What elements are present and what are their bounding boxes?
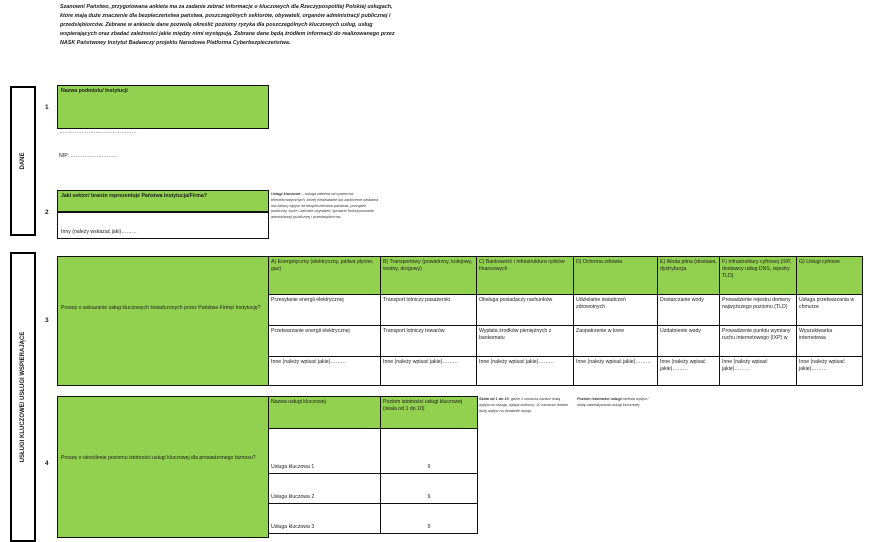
section-dane-label: DANE: [20, 152, 26, 170]
importance-row: [269, 504, 478, 534]
importance-value-cell[interactable]: 9: [381, 474, 478, 504]
key-service-name-cell[interactable]: Usługa kluczowa 2: [269, 474, 381, 504]
key-service-name-header: Nazwa usługi kluczowej: [269, 397, 381, 429]
key-services-table: [268, 256, 863, 386]
importance-row: [269, 474, 478, 504]
service-other-cell[interactable]: Inne (należy wpisać jakie)………: [720, 357, 797, 386]
question-1-number: 1: [45, 104, 49, 111]
importance-question: Proszę o określenie poziomu istotności usługi kluczowej dla prowadzonego biznesu?: [57, 396, 269, 538]
service-cell[interactable]: Prowadzenie rejestru domeny najwyższego poziomu (TLD): [720, 295, 797, 326]
importance-table: [268, 396, 478, 534]
service-cell[interactable]: Wyszukiwarka internetowa: [797, 326, 863, 357]
key-services-note: [271, 192, 379, 221]
service-row: [269, 326, 863, 357]
key-services-question: Proszę o wskazanie usług kluczowych świadczonych przez Państwa Firmę/ Instytucję?: [57, 256, 269, 386]
service-cell[interactable]: Transport lotniczy towarów: [381, 326, 477, 357]
intro-paragraph: Szanowni Państwo, przygotowana ankieta ma za zadanie zebrać informacje o kluczowych dla Rzeczypospolitej Polskiej usługach, które mają duże znaczenie dla bezpieczeństwa państwa, poszczególnych sektorów, obywateli, organów administracji publicznej i przedsiębiorców. Zebrane w ankiecie dane pozwolą określić poziomy ryzyka dla poszczególnych kluczowych usług, usług wspierających oraz zbadać zależności jakie między nimi występują. Zebrane dane będą źródłem informacji do realizowanego przez NASK Państwowy Instytut Badawczy projektu Narodowa Platforma Cyberbezpieczeństwa.: [60, 4, 395, 47]
nip-field[interactable]: NIP: ………………………: [59, 153, 118, 159]
scale-note-text: , gdzie 1 oznacza bardzo małą wpływ na usługę, wpływ znikomy, 10 oznacza bardzo duży wpływ na działanie usługi.: [479, 397, 569, 413]
service-other-cell[interactable]: Inne (należy wpisać jakie)………: [269, 357, 381, 386]
importance-note: [577, 397, 657, 409]
question-3-number: 3: [45, 317, 49, 324]
sector-question: Jaki sektor/ branże reprezentuje Państwa Instytucja/Firma?: [57, 190, 269, 212]
importance-row: [269, 429, 478, 474]
service-cell[interactable]: Usługa przetwarzania w chmurze: [797, 295, 863, 326]
service-cell[interactable]: Uzdatnienie wody: [658, 326, 720, 357]
institution-name-field[interactable]: Nazwa podmiotu/ Instytucji: [57, 85, 269, 129]
importance-value-cell[interactable]: 9: [381, 504, 478, 534]
service-cell[interactable]: Prowadzenie punktu wymiany ruchu internetowego (IXP) w: [720, 326, 797, 357]
sector-other-field[interactable]: Inny (należy wskazać jaki)………: [57, 212, 269, 239]
scale-note: [479, 397, 571, 414]
key-services-note-text: – usługa zależna od systemów teleinformatycznych, której niedziałanie lub zakłócenie działania ma istotny wpływ na bezpieczeństwo państwa, porządek publiczny, życie i zdrowie obywateli, sprawne funkcjonowanie administracji publicznej i przedsiębiorców.: [271, 192, 379, 220]
service-other-cell[interactable]: Inne (należy wpisać jakie)………: [477, 357, 574, 386]
service-cell[interactable]: Udzielanie świadczeń zdrowotnych: [574, 295, 658, 326]
service-row-other: [269, 357, 863, 386]
service-cell[interactable]: Wypłata środków pieniężnych z bankomatu: [477, 326, 574, 357]
importance-note-text: określa wpływ i skalę oddziaływania usługi kluczowej.: [577, 397, 649, 407]
sector-header-energy: A) Energetyczny (elektryczny, paliwa płynne, gaz): [269, 257, 381, 295]
service-cell[interactable]: Obsługa posiadaczy rachunków: [477, 295, 574, 326]
importance-level-header: Poziom istotności usługi kluczowej (skala od 1 do 10): [381, 397, 478, 429]
section-dane-box: [10, 86, 36, 236]
service-row: [269, 295, 863, 326]
service-other-cell[interactable]: Inne (należy wpisać jakie)………: [381, 357, 477, 386]
scale-note-title: Skala od 1 do 10: [479, 397, 509, 401]
section-uslugi-box: [10, 252, 36, 542]
key-services-note-title: Usługi kluczowe: [271, 192, 301, 196]
question-4-number: 4: [45, 460, 49, 467]
sector-header-water: E) Woda pitna (dostawa, dystrybucja: [658, 257, 720, 295]
service-cell[interactable]: Przetwarzanie energii elektrycznej: [269, 326, 381, 357]
sector-header-row: [269, 257, 863, 295]
key-service-name-cell[interactable]: Usługa kluczowa 1: [269, 429, 381, 474]
service-cell[interactable]: Przesyłanie energii elektrycznej: [269, 295, 381, 326]
service-cell[interactable]: Zaopatrzenie w krew: [574, 326, 658, 357]
service-other-cell[interactable]: Inne (należy wpisać jakie)………: [797, 357, 863, 386]
service-cell[interactable]: Dostarczanie wody: [658, 295, 720, 326]
question-2-number: 2: [45, 209, 49, 216]
service-other-cell[interactable]: Inne (należy wpisać jakie)………: [658, 357, 720, 386]
section-uslugi-label: USŁUGI KLUCZOWE/ USŁUGI WSPIERAJĄCE: [20, 331, 26, 463]
institution-name-dots: ………………………………………: [59, 129, 137, 135]
importance-note-title: Poziom istotności usługi: [577, 397, 622, 401]
sector-header-health: D) Ochrona zdrowia: [574, 257, 658, 295]
key-service-name-cell[interactable]: Usługa kluczowa 3: [269, 504, 381, 534]
importance-header-row: [269, 397, 478, 429]
service-other-cell[interactable]: Inne (należy wpisać jakie)………: [574, 357, 658, 386]
service-cell[interactable]: Transport lotniczy pasażerski: [381, 295, 477, 326]
sector-header-digital-infra: F) Infrastruktury cyfrowej (IXP, dostawcy usług DNS, rejestry TLD): [720, 257, 797, 295]
sector-header-digital-services: G) Usługi cyfrowe: [797, 257, 863, 295]
sector-header-banking: C) Bankowość i infrastruktura rynków finansowych: [477, 257, 574, 295]
sector-header-transport: B) Transportowy (powietrzny, kolejowy, wodny, drogowy): [381, 257, 477, 295]
importance-value-cell[interactable]: 9: [381, 429, 478, 474]
